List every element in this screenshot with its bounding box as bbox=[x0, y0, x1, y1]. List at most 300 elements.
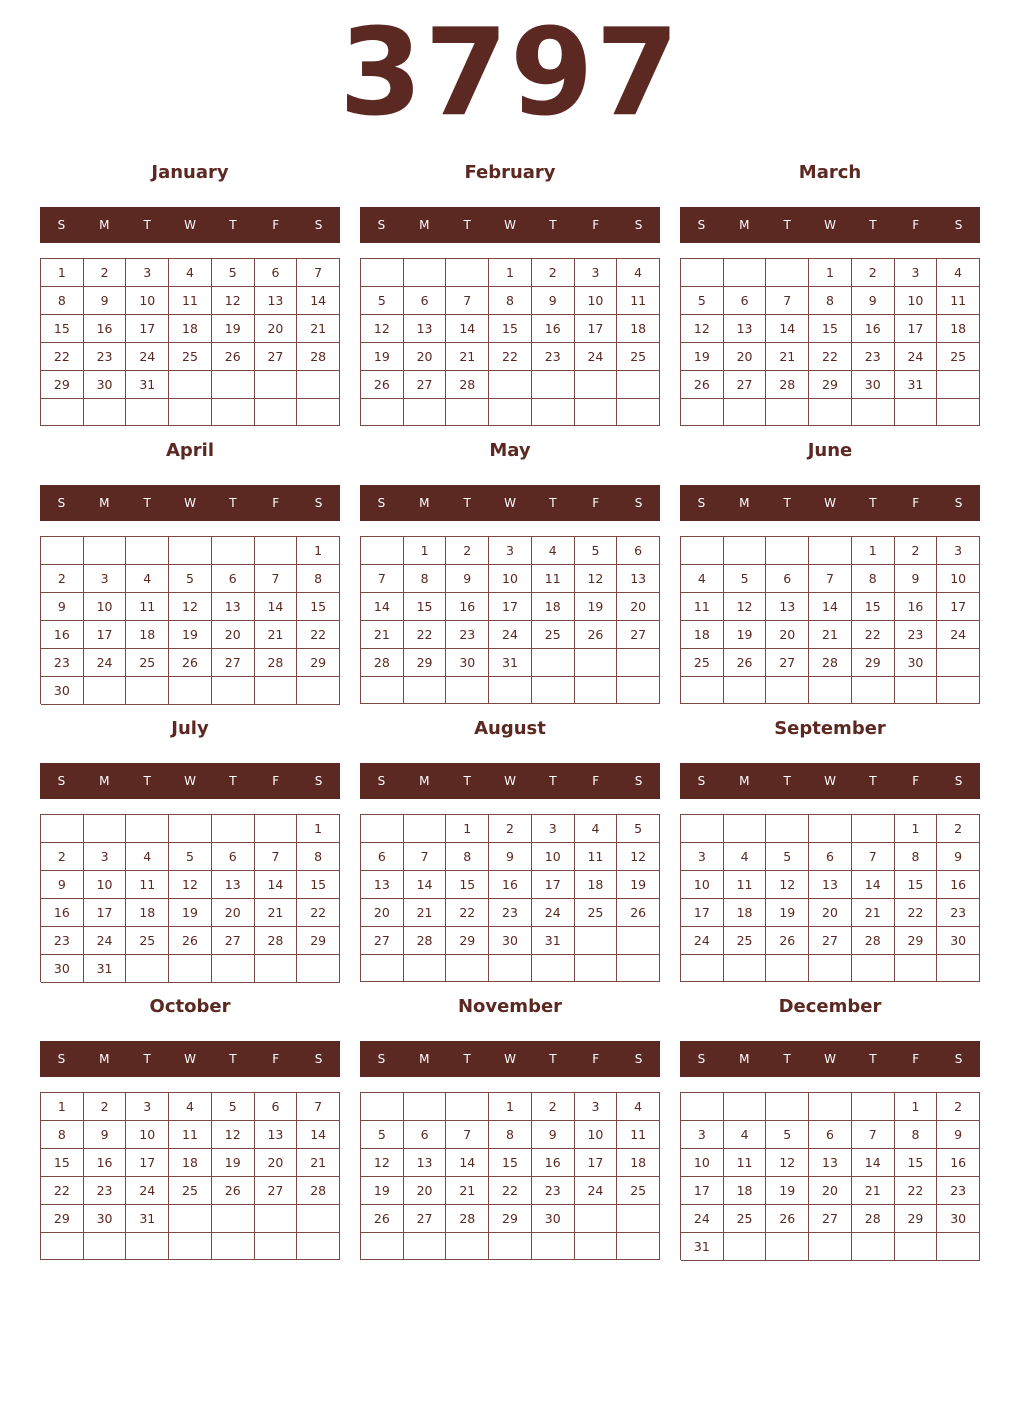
empty-day-cell bbox=[404, 1233, 447, 1260]
empty-day-cell bbox=[766, 815, 809, 843]
empty-day-cell bbox=[446, 955, 489, 982]
empty-day-cell bbox=[681, 1093, 724, 1121]
day-cell: 4 bbox=[681, 565, 724, 593]
day-cell: 23 bbox=[937, 1177, 980, 1205]
empty-day-cell bbox=[895, 399, 938, 426]
empty-day-cell bbox=[446, 1093, 489, 1121]
empty-day-cell bbox=[404, 815, 447, 843]
day-cell: 10 bbox=[126, 287, 169, 315]
day-cell: 3 bbox=[895, 259, 938, 287]
day-cell: 29 bbox=[297, 649, 340, 677]
day-cell: 13 bbox=[809, 871, 852, 899]
day-cell: 14 bbox=[404, 871, 447, 899]
empty-day-cell bbox=[297, 399, 340, 426]
day-cell: 29 bbox=[297, 927, 340, 955]
empty-day-cell bbox=[724, 1233, 767, 1261]
empty-day-cell bbox=[255, 371, 298, 399]
day-cell: 17 bbox=[575, 1149, 618, 1177]
day-cell: 30 bbox=[532, 1205, 575, 1233]
empty-day-cell bbox=[361, 399, 404, 426]
day-cell: 22 bbox=[41, 343, 84, 371]
day-cell: 25 bbox=[617, 343, 660, 371]
weekday-label: T bbox=[143, 496, 151, 510]
day-cell: 16 bbox=[937, 871, 980, 899]
day-cell: 20 bbox=[724, 343, 767, 371]
day-cell: 6 bbox=[255, 1093, 298, 1121]
empty-day-cell bbox=[575, 1205, 618, 1233]
empty-day-cell bbox=[766, 1093, 809, 1121]
day-cell: 3 bbox=[937, 537, 980, 565]
empty-day-cell bbox=[937, 371, 980, 399]
day-cell: 16 bbox=[41, 621, 84, 649]
empty-day-cell bbox=[489, 399, 532, 426]
day-cell: 19 bbox=[169, 621, 212, 649]
day-cell: 3 bbox=[84, 843, 127, 871]
weekday-label: W bbox=[824, 1052, 836, 1066]
day-cell: 12 bbox=[361, 315, 404, 343]
day-cell: 10 bbox=[532, 843, 575, 871]
day-cell: 8 bbox=[297, 843, 340, 871]
day-cell: 31 bbox=[489, 649, 532, 677]
weekday-label: F bbox=[592, 218, 600, 232]
weekday-label: S bbox=[377, 774, 386, 788]
day-cell: 29 bbox=[895, 927, 938, 955]
day-cell: 7 bbox=[766, 287, 809, 315]
day-cell: 30 bbox=[895, 649, 938, 677]
day-cell: 14 bbox=[255, 871, 298, 899]
empty-day-cell bbox=[724, 259, 767, 287]
weekday-header bbox=[360, 1041, 660, 1077]
empty-day-cell bbox=[575, 371, 618, 399]
empty-day-cell bbox=[724, 955, 767, 982]
day-cell: 13 bbox=[617, 565, 660, 593]
weekday-label: W bbox=[184, 1052, 196, 1066]
day-cell: 28 bbox=[809, 649, 852, 677]
day-cell: 19 bbox=[212, 315, 255, 343]
empty-day-cell bbox=[404, 955, 447, 982]
weekday-label: S bbox=[314, 774, 323, 788]
weekday-label: T bbox=[783, 774, 791, 788]
day-cell: 17 bbox=[84, 621, 127, 649]
weekday-label: S bbox=[57, 218, 66, 232]
day-cell: 15 bbox=[852, 593, 895, 621]
empty-day-cell bbox=[532, 649, 575, 677]
day-cell: 18 bbox=[575, 871, 618, 899]
day-cell: 24 bbox=[937, 621, 980, 649]
day-cell: 7 bbox=[255, 843, 298, 871]
day-cell: 3 bbox=[575, 259, 618, 287]
day-cell: 21 bbox=[255, 621, 298, 649]
weekday-label: S bbox=[634, 1052, 643, 1066]
empty-day-cell bbox=[852, 1233, 895, 1261]
day-cell: 14 bbox=[297, 1121, 340, 1149]
day-cell: 7 bbox=[255, 565, 298, 593]
empty-day-cell bbox=[809, 955, 852, 982]
day-cell: 28 bbox=[297, 343, 340, 371]
empty-day-cell bbox=[212, 815, 255, 843]
weekday-label: S bbox=[314, 218, 323, 232]
weekday-label: M bbox=[419, 218, 430, 232]
day-cell: 21 bbox=[766, 343, 809, 371]
day-cell: 4 bbox=[617, 1093, 660, 1121]
empty-day-cell bbox=[937, 1233, 980, 1261]
weekday-label: S bbox=[954, 496, 963, 510]
day-cell: 7 bbox=[404, 843, 447, 871]
day-cell: 28 bbox=[297, 1177, 340, 1205]
day-cell: 7 bbox=[809, 565, 852, 593]
day-cell: 27 bbox=[255, 343, 298, 371]
empty-day-cell bbox=[361, 537, 404, 565]
empty-day-cell bbox=[937, 955, 980, 982]
day-cell: 23 bbox=[532, 343, 575, 371]
empty-day-cell bbox=[852, 815, 895, 843]
day-cell: 28 bbox=[852, 1205, 895, 1233]
year-title: 3797 bbox=[339, 4, 681, 143]
empty-day-cell bbox=[41, 815, 84, 843]
day-cell: 18 bbox=[724, 1177, 767, 1205]
weekday-label: T bbox=[549, 218, 557, 232]
day-cell: 7 bbox=[852, 843, 895, 871]
day-cell: 15 bbox=[297, 871, 340, 899]
weekday-label: W bbox=[184, 496, 196, 510]
month-september bbox=[680, 711, 980, 983]
day-cell: 18 bbox=[681, 621, 724, 649]
weekday-label: M bbox=[99, 1052, 110, 1066]
day-cell: 23 bbox=[937, 899, 980, 927]
day-cell: 8 bbox=[297, 565, 340, 593]
day-cell: 2 bbox=[446, 537, 489, 565]
day-cell: 24 bbox=[84, 649, 127, 677]
day-cell: 18 bbox=[724, 899, 767, 927]
empty-day-cell bbox=[852, 955, 895, 982]
day-cell: 2 bbox=[84, 259, 127, 287]
empty-day-cell bbox=[532, 371, 575, 399]
day-cell: 24 bbox=[681, 1205, 724, 1233]
empty-day-cell bbox=[575, 399, 618, 426]
day-cell: 31 bbox=[126, 1205, 169, 1233]
day-cell: 31 bbox=[681, 1233, 724, 1261]
day-cell: 10 bbox=[937, 565, 980, 593]
day-cell: 30 bbox=[937, 927, 980, 955]
day-cell: 24 bbox=[489, 621, 532, 649]
day-cell: 27 bbox=[404, 1205, 447, 1233]
day-cell: 25 bbox=[169, 343, 212, 371]
day-cell: 2 bbox=[41, 843, 84, 871]
month-july bbox=[40, 711, 340, 983]
empty-day-cell bbox=[681, 399, 724, 426]
day-cell: 6 bbox=[361, 843, 404, 871]
day-cell: 1 bbox=[489, 1093, 532, 1121]
day-cell: 1 bbox=[895, 1093, 938, 1121]
day-cell: 19 bbox=[361, 343, 404, 371]
weekday-label: M bbox=[739, 496, 750, 510]
day-cell: 18 bbox=[937, 315, 980, 343]
weekday-label: S bbox=[634, 496, 643, 510]
day-cell: 9 bbox=[532, 287, 575, 315]
empty-day-cell bbox=[126, 1233, 169, 1260]
month-december bbox=[680, 989, 980, 1261]
day-cell: 23 bbox=[84, 1177, 127, 1205]
day-cell: 14 bbox=[852, 1149, 895, 1177]
day-cell: 17 bbox=[575, 315, 618, 343]
day-cell: 25 bbox=[126, 927, 169, 955]
day-cell: 4 bbox=[937, 259, 980, 287]
empty-day-cell bbox=[809, 1093, 852, 1121]
empty-day-cell bbox=[575, 677, 618, 704]
weekday-label: T bbox=[229, 218, 237, 232]
month-name: July bbox=[171, 718, 209, 739]
day-cell: 23 bbox=[852, 343, 895, 371]
day-cell: 5 bbox=[575, 537, 618, 565]
weekday-label: F bbox=[272, 218, 280, 232]
weekday-label: F bbox=[272, 774, 280, 788]
day-cell: 12 bbox=[169, 593, 212, 621]
empty-day-cell bbox=[84, 815, 127, 843]
day-cell: 3 bbox=[575, 1093, 618, 1121]
day-cell: 2 bbox=[895, 537, 938, 565]
day-cell: 31 bbox=[532, 927, 575, 955]
day-cell: 28 bbox=[446, 1205, 489, 1233]
day-cell: 10 bbox=[575, 1121, 618, 1149]
day-cell: 24 bbox=[126, 343, 169, 371]
empty-day-cell bbox=[681, 537, 724, 565]
day-cell: 11 bbox=[126, 871, 169, 899]
weekday-label: F bbox=[592, 496, 600, 510]
empty-day-cell bbox=[255, 1205, 298, 1233]
month-name: December bbox=[778, 996, 882, 1017]
day-cell: 28 bbox=[766, 371, 809, 399]
weekday-label: T bbox=[869, 218, 877, 232]
day-cell: 28 bbox=[255, 649, 298, 677]
day-cell: 25 bbox=[532, 621, 575, 649]
empty-day-cell bbox=[126, 537, 169, 565]
weekday-label: S bbox=[954, 218, 963, 232]
day-grid bbox=[680, 258, 980, 426]
day-cell: 2 bbox=[532, 259, 575, 287]
empty-day-cell bbox=[255, 815, 298, 843]
day-cell: 8 bbox=[852, 565, 895, 593]
day-cell: 9 bbox=[41, 593, 84, 621]
day-cell: 7 bbox=[446, 287, 489, 315]
weekday-header bbox=[680, 1041, 980, 1077]
day-cell: 4 bbox=[532, 537, 575, 565]
weekday-label: W bbox=[184, 774, 196, 788]
day-cell: 5 bbox=[361, 287, 404, 315]
empty-day-cell bbox=[852, 1093, 895, 1121]
day-cell: 9 bbox=[532, 1121, 575, 1149]
weekday-label: M bbox=[99, 218, 110, 232]
day-cell: 15 bbox=[41, 1149, 84, 1177]
weekday-label: T bbox=[143, 1052, 151, 1066]
empty-day-cell bbox=[84, 677, 127, 705]
day-cell: 16 bbox=[895, 593, 938, 621]
day-cell: 15 bbox=[41, 315, 84, 343]
weekday-header bbox=[680, 763, 980, 799]
day-cell: 9 bbox=[937, 843, 980, 871]
day-cell: 18 bbox=[126, 899, 169, 927]
day-cell: 13 bbox=[255, 1121, 298, 1149]
weekday-label: F bbox=[912, 218, 920, 232]
day-cell: 15 bbox=[297, 593, 340, 621]
weekday-label: S bbox=[954, 774, 963, 788]
day-cell: 18 bbox=[532, 593, 575, 621]
empty-day-cell bbox=[617, 1233, 660, 1260]
month-name: June bbox=[807, 440, 853, 461]
month-august bbox=[360, 711, 660, 983]
day-cell: 2 bbox=[84, 1093, 127, 1121]
empty-day-cell bbox=[681, 815, 724, 843]
day-cell: 8 bbox=[404, 565, 447, 593]
day-cell: 19 bbox=[617, 871, 660, 899]
day-cell: 21 bbox=[255, 899, 298, 927]
day-cell: 5 bbox=[212, 1093, 255, 1121]
weekday-label: T bbox=[229, 1052, 237, 1066]
empty-day-cell bbox=[212, 955, 255, 983]
day-cell: 4 bbox=[575, 815, 618, 843]
empty-day-cell bbox=[126, 815, 169, 843]
day-cell: 27 bbox=[255, 1177, 298, 1205]
day-cell: 13 bbox=[212, 871, 255, 899]
weekday-label: T bbox=[143, 774, 151, 788]
weekday-label: S bbox=[697, 496, 706, 510]
day-cell: 6 bbox=[212, 565, 255, 593]
day-cell: 18 bbox=[126, 621, 169, 649]
weekday-label: F bbox=[912, 774, 920, 788]
day-cell: 17 bbox=[126, 315, 169, 343]
weekday-header bbox=[680, 485, 980, 521]
day-cell: 12 bbox=[724, 593, 767, 621]
day-cell: 25 bbox=[724, 927, 767, 955]
day-cell: 14 bbox=[446, 315, 489, 343]
day-cell: 1 bbox=[41, 259, 84, 287]
empty-day-cell bbox=[809, 399, 852, 426]
day-cell: 18 bbox=[617, 315, 660, 343]
empty-day-cell bbox=[126, 677, 169, 705]
weekday-label: S bbox=[377, 218, 386, 232]
empty-day-cell bbox=[617, 927, 660, 955]
day-cell: 20 bbox=[212, 899, 255, 927]
weekday-label: S bbox=[634, 218, 643, 232]
day-cell: 9 bbox=[937, 1121, 980, 1149]
day-cell: 17 bbox=[681, 899, 724, 927]
day-cell: 5 bbox=[681, 287, 724, 315]
day-cell: 5 bbox=[617, 815, 660, 843]
empty-day-cell bbox=[532, 955, 575, 982]
day-cell: 29 bbox=[41, 1205, 84, 1233]
day-cell: 5 bbox=[766, 1121, 809, 1149]
empty-day-cell bbox=[361, 1093, 404, 1121]
day-cell: 25 bbox=[681, 649, 724, 677]
day-cell: 22 bbox=[489, 343, 532, 371]
day-cell: 8 bbox=[41, 1121, 84, 1149]
day-cell: 2 bbox=[532, 1093, 575, 1121]
empty-day-cell bbox=[852, 399, 895, 426]
day-cell: 22 bbox=[809, 343, 852, 371]
day-cell: 18 bbox=[169, 315, 212, 343]
empty-day-cell bbox=[681, 677, 724, 704]
day-cell: 23 bbox=[41, 649, 84, 677]
day-cell: 17 bbox=[532, 871, 575, 899]
day-cell: 5 bbox=[212, 259, 255, 287]
day-cell: 30 bbox=[852, 371, 895, 399]
day-cell: 12 bbox=[575, 565, 618, 593]
weekday-label: F bbox=[592, 774, 600, 788]
weekday-label: S bbox=[697, 774, 706, 788]
day-cell: 21 bbox=[446, 343, 489, 371]
empty-day-cell bbox=[766, 399, 809, 426]
day-cell: 21 bbox=[809, 621, 852, 649]
day-grid bbox=[680, 814, 980, 982]
day-cell: 20 bbox=[617, 593, 660, 621]
weekday-label: T bbox=[549, 1052, 557, 1066]
day-cell: 5 bbox=[361, 1121, 404, 1149]
empty-day-cell bbox=[297, 1233, 340, 1260]
day-cell: 3 bbox=[532, 815, 575, 843]
day-cell: 26 bbox=[361, 371, 404, 399]
day-cell: 16 bbox=[852, 315, 895, 343]
day-cell: 12 bbox=[617, 843, 660, 871]
day-cell: 1 bbox=[404, 537, 447, 565]
day-cell: 19 bbox=[212, 1149, 255, 1177]
empty-day-cell bbox=[361, 677, 404, 704]
day-cell: 21 bbox=[404, 899, 447, 927]
day-cell: 21 bbox=[297, 1149, 340, 1177]
day-cell: 17 bbox=[895, 315, 938, 343]
day-grid bbox=[360, 258, 660, 426]
day-cell: 25 bbox=[575, 899, 618, 927]
empty-day-cell bbox=[724, 815, 767, 843]
weekday-header bbox=[40, 207, 340, 243]
day-cell: 27 bbox=[809, 1205, 852, 1233]
day-cell: 20 bbox=[809, 899, 852, 927]
empty-day-cell bbox=[852, 677, 895, 704]
empty-day-cell bbox=[212, 1233, 255, 1260]
empty-day-cell bbox=[361, 259, 404, 287]
day-cell: 9 bbox=[895, 565, 938, 593]
empty-day-cell bbox=[681, 259, 724, 287]
empty-day-cell bbox=[361, 955, 404, 982]
weekday-label: W bbox=[504, 774, 516, 788]
month-january bbox=[40, 155, 340, 427]
weekday-label: S bbox=[377, 1052, 386, 1066]
day-cell: 23 bbox=[489, 899, 532, 927]
day-cell: 19 bbox=[169, 899, 212, 927]
empty-day-cell bbox=[255, 537, 298, 565]
day-cell: 22 bbox=[446, 899, 489, 927]
weekday-header bbox=[40, 763, 340, 799]
day-cell: 1 bbox=[297, 537, 340, 565]
day-cell: 14 bbox=[255, 593, 298, 621]
day-cell: 20 bbox=[809, 1177, 852, 1205]
day-cell: 14 bbox=[361, 593, 404, 621]
weekday-label: T bbox=[229, 774, 237, 788]
day-cell: 17 bbox=[489, 593, 532, 621]
weekday-label: S bbox=[954, 1052, 963, 1066]
day-cell: 24 bbox=[575, 1177, 618, 1205]
day-cell: 6 bbox=[404, 287, 447, 315]
day-cell: 27 bbox=[766, 649, 809, 677]
empty-day-cell bbox=[617, 649, 660, 677]
day-cell: 29 bbox=[895, 1205, 938, 1233]
day-cell: 6 bbox=[766, 565, 809, 593]
day-cell: 21 bbox=[852, 899, 895, 927]
empty-day-cell bbox=[404, 259, 447, 287]
day-cell: 2 bbox=[489, 815, 532, 843]
day-cell: 28 bbox=[404, 927, 447, 955]
empty-day-cell bbox=[126, 399, 169, 426]
day-cell: 18 bbox=[617, 1149, 660, 1177]
month-name: May bbox=[489, 440, 531, 461]
